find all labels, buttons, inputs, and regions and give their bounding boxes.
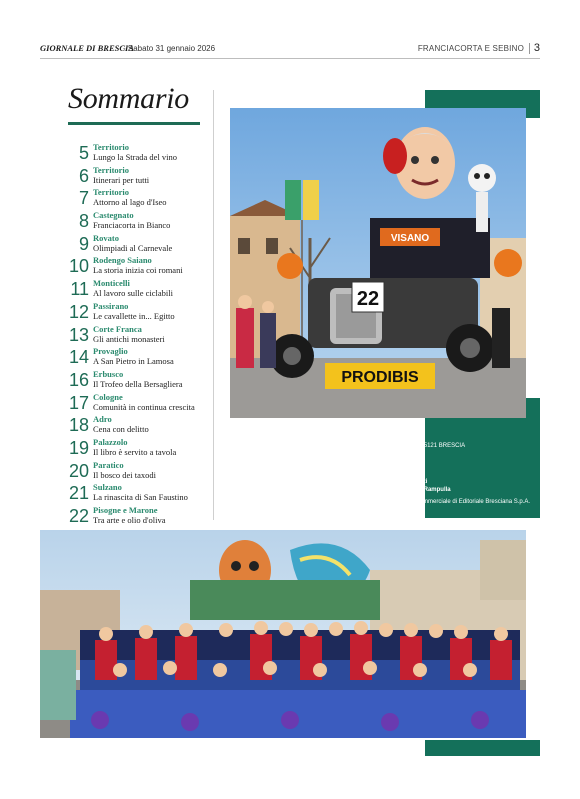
toc-page-number: 16 bbox=[68, 369, 89, 390]
toc-place: Cologne bbox=[93, 391, 123, 402]
toc-place: Sulzano bbox=[93, 482, 122, 493]
vice-chief-editors-names: Andrea Cittadini, Rosario Rampulla bbox=[349, 487, 451, 493]
toc-place: Monticelli bbox=[93, 278, 130, 289]
toc-title: La storia inizia coi romani bbox=[93, 265, 183, 276]
toc-item bbox=[68, 324, 213, 347]
toc-place: Palazzolo bbox=[93, 436, 128, 447]
toc-page-number: 8 bbox=[78, 211, 89, 232]
toc-page-number: 11 bbox=[70, 279, 89, 300]
toc-item bbox=[68, 392, 213, 415]
supplement-line: Supplemento al n. 30 del 31 gennaio 2026 bbox=[300, 435, 419, 441]
page-number: 3 bbox=[533, 42, 540, 54]
page-header bbox=[40, 43, 540, 57]
registration-info: Reg. Trib. Brescia n. 07/1948 del 30/11/1948 bbox=[300, 451, 419, 457]
toc-place: Territorio bbox=[93, 187, 130, 198]
toc-title: Franciacorta in Bianco bbox=[93, 220, 171, 231]
page-title: Sommario bbox=[68, 82, 189, 115]
toc-title: Comunità in continua crescita bbox=[93, 401, 195, 412]
toc-title: Il Trofeo della Bersagliera bbox=[93, 378, 183, 389]
toc-title: Itinerari per tutti bbox=[93, 174, 150, 185]
toc-page-number: 17 bbox=[68, 392, 89, 413]
photo-carnival-group bbox=[40, 530, 526, 738]
toc-title: Gli antichi monasteri bbox=[93, 333, 165, 344]
table-of-contents bbox=[68, 142, 213, 528]
toc-page-number: 18 bbox=[68, 415, 89, 436]
toc-title: Lungo la Strada del vino bbox=[93, 152, 178, 162]
toc-item bbox=[68, 414, 213, 437]
toc-place: Castegnato bbox=[93, 210, 134, 221]
issue-date: - Sabato 31 gennaio 2026 bbox=[123, 44, 216, 53]
toc-page-number: 12 bbox=[68, 301, 89, 322]
toc-place: Pisogne e Marone bbox=[93, 505, 158, 515]
toc-page-number: 5 bbox=[78, 143, 89, 163]
toc-place: Territorio bbox=[93, 164, 130, 175]
toc-place: Rovato bbox=[93, 232, 119, 243]
toc-page-number: 21 bbox=[68, 483, 89, 504]
license-plate-text: PRODIBIS bbox=[341, 369, 419, 386]
toc-item bbox=[68, 187, 213, 210]
toc-page-number: 13 bbox=[68, 324, 89, 345]
vice-director-label: Vice direttore: bbox=[300, 471, 337, 477]
float-banner-text: VISANO bbox=[390, 233, 430, 244]
toc-page-number: 6 bbox=[78, 165, 89, 186]
header-rule bbox=[40, 58, 540, 59]
column-divider bbox=[213, 90, 214, 520]
publisher-name: Editoriale Bresciana Spa bbox=[300, 443, 371, 449]
toc-title: Tra arte e olio d'oliva bbox=[93, 515, 166, 525]
toc-place: Erbusco bbox=[93, 368, 124, 379]
toc-title: Al lavoro sulle ciclabili bbox=[93, 288, 174, 299]
vice-chief-editors-label: Vicecaporedattori: bbox=[300, 487, 349, 493]
race-number: 22 bbox=[356, 288, 380, 310]
toc-page-number: 9 bbox=[78, 233, 89, 254]
toc-item bbox=[68, 437, 213, 460]
toc-item bbox=[68, 369, 213, 392]
title-underline bbox=[68, 122, 200, 125]
toc-place: Passirano bbox=[93, 300, 129, 311]
toc-title: Olimpiadi al Carnevale bbox=[93, 242, 173, 253]
director-label: Direttore responsabile: bbox=[300, 463, 361, 469]
toc-item bbox=[68, 165, 213, 188]
toc-place: Territorio bbox=[93, 142, 130, 152]
chief-editors-label: Caporedattori: bbox=[300, 479, 339, 485]
photo-carnival-float bbox=[230, 108, 526, 418]
toc-item bbox=[68, 301, 213, 324]
toc-item bbox=[68, 505, 213, 528]
header-separator bbox=[529, 43, 530, 54]
green-block-bottom bbox=[425, 740, 540, 756]
chief-editors-names: Gianluca Gallinari, Carlo Muzzi bbox=[339, 479, 428, 485]
toc-item bbox=[68, 482, 213, 505]
director-name: Nunzia Vallini bbox=[362, 463, 401, 469]
toc-title: La rinascita di San Faustino bbox=[93, 492, 188, 503]
toc-place: Provaglio bbox=[93, 346, 128, 357]
toc-title: Cena con delitto bbox=[93, 424, 149, 435]
supplement-credits bbox=[300, 434, 540, 506]
section-name: FRANCIACORTA E SEBINO bbox=[417, 44, 524, 53]
toc-item bbox=[68, 255, 213, 278]
toc-item bbox=[68, 278, 213, 301]
toc-title: Attorno al lago d'Iseo bbox=[93, 197, 167, 208]
toc-place: Paratico bbox=[93, 459, 124, 470]
collaboration-note: In collaborazione con NUMERICA divisione commerciale di Editoriale Bresciana S.p.A. bbox=[300, 499, 531, 505]
vice-director-name: Giorgio Bardaglio bbox=[338, 471, 390, 477]
toc-page-number: 7 bbox=[78, 188, 89, 209]
toc-page-number: 22 bbox=[68, 506, 89, 526]
newspaper-brand: GIORNALE DI BRESCIA bbox=[40, 43, 135, 53]
toc-place: Corte Franca bbox=[93, 323, 142, 334]
toc-title: Le cavallette in... Egitto bbox=[93, 310, 175, 321]
toc-item bbox=[68, 346, 213, 369]
toc-page-number: 19 bbox=[68, 437, 89, 458]
toc-item bbox=[68, 233, 213, 256]
toc-page-number: 14 bbox=[68, 347, 89, 368]
toc-item bbox=[68, 460, 213, 483]
toc-page-number: 10 bbox=[68, 256, 89, 277]
toc-place: Rodengo Saiano bbox=[93, 255, 152, 266]
toc-title: Il libro è servito a tavola bbox=[93, 446, 177, 457]
toc-place: Adro bbox=[93, 414, 112, 425]
toc-page-number: 20 bbox=[68, 460, 89, 481]
toc-title: Il bosco dei taxodi bbox=[93, 469, 157, 480]
toc-title: A San Pietro in Lamosa bbox=[93, 356, 174, 367]
toc-item bbox=[68, 210, 213, 233]
publisher-address: via Solferino, 22 - 25121 BRESCIA bbox=[372, 443, 466, 449]
toc-item bbox=[68, 142, 213, 165]
